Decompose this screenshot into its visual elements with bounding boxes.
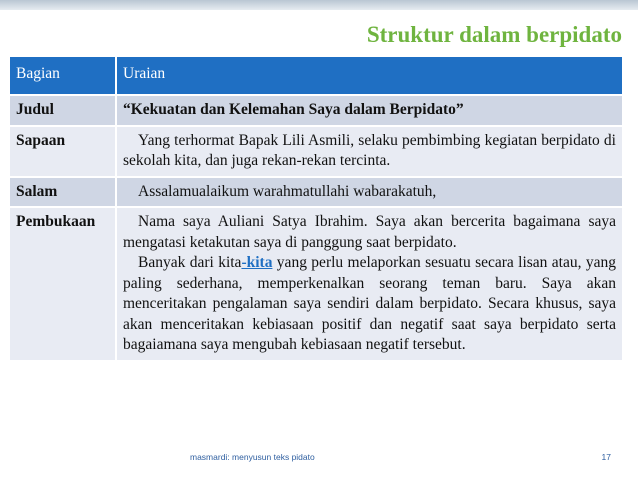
paragraph: Nama saya Auliani Satya Ibrahim. Saya akan bercerita bagaimana saya mengatasi ketakutan saya di panggung saat berpidato. bbox=[123, 213, 616, 251]
footer-text: masmardi: menyusun teks pidato bbox=[190, 452, 315, 462]
row-content: Assalamualaikum warahmatullahi wabarakatuh, bbox=[116, 177, 622, 208]
table-row bbox=[10, 207, 622, 361]
row-label: Judul bbox=[10, 95, 116, 126]
header-bagian: Bagian bbox=[10, 57, 116, 95]
hyperlink[interactable]: -kita bbox=[241, 254, 273, 271]
table-row bbox=[10, 126, 622, 177]
row-content: “Kekuatan dan Kelemahan Saya dalam Berpidato” bbox=[116, 95, 622, 126]
paragraph-text: Banyak dari kita bbox=[138, 254, 242, 271]
row-content: Yang terhormat Bapak Lili Asmili, selaku pembimbing kegiatan berpidato di sekolah kita, dan juga rekan-rekan tercinta. bbox=[116, 126, 622, 177]
paragraph bbox=[123, 253, 616, 356]
paragraph-text: yang perlu melaporkan sesuatu secara lisan atau, yang paling sederhana, memperkenalkan seorang teman baru. Saya akan menceritakan pengalaman saya sendiri dalam berpidato. Secara khusus, saya akan menceritakan kebiasaan positif dan negatif saat saya berpidato serta bagaiamana saya mengubah kebiasaan negatif tersebut. bbox=[123, 254, 616, 353]
page-number: 17 bbox=[601, 452, 611, 462]
row-label: Pembukaan bbox=[10, 207, 116, 361]
slide-title: Struktur dalam berpidato bbox=[366, 22, 622, 47]
table-row bbox=[10, 177, 622, 208]
top-decor-bar bbox=[0, 0, 638, 10]
table-header-row bbox=[10, 57, 622, 95]
row-label: Sapaan bbox=[10, 126, 116, 177]
row-label: Salam bbox=[10, 177, 116, 208]
header-uraian: Uraian bbox=[116, 57, 622, 95]
row-content bbox=[116, 207, 622, 361]
structure-table bbox=[10, 57, 622, 362]
table-row bbox=[10, 95, 622, 126]
